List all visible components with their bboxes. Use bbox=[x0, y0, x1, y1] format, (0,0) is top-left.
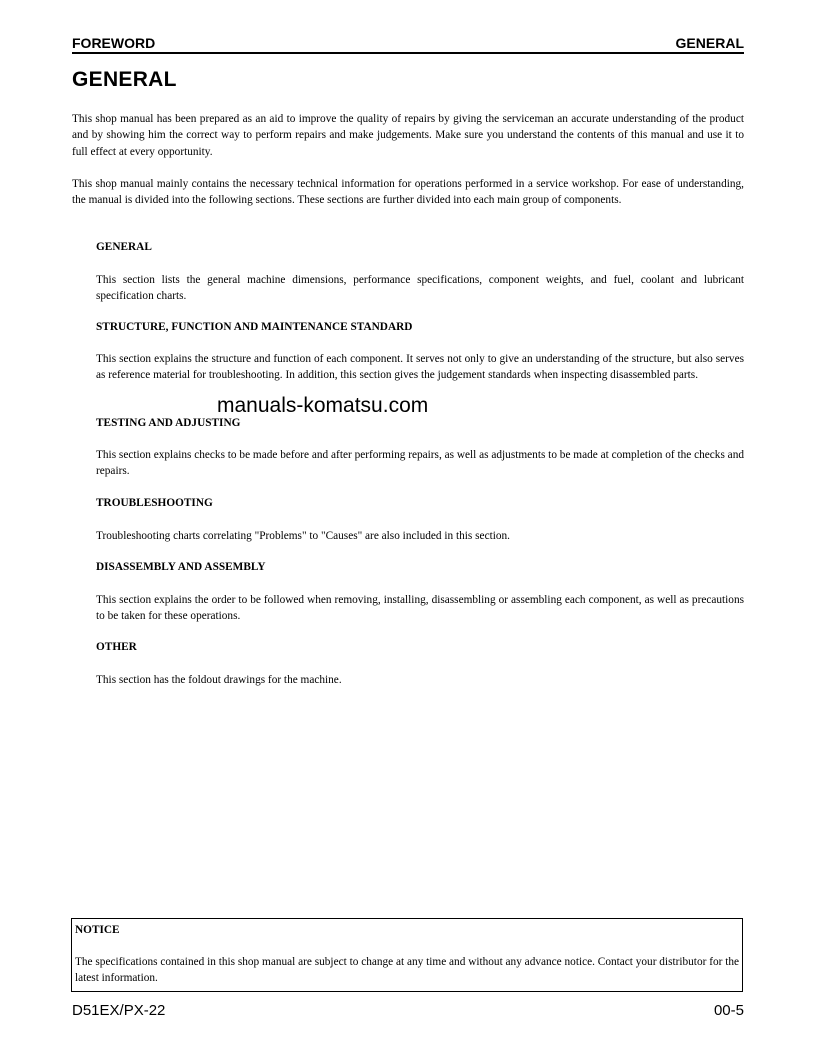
section-body-testing: This section explains checks to be made before and after performing repairs, as well as adjustments to be made at completion of the checks and repairs. bbox=[96, 449, 744, 478]
intro-paragraph-1: This shop manual has been prepared as an aid to improve the quality of repairs by giving the serviceman an accurate understanding of the product and by showing him the correct way to perform repairs and make judgements. Make sure you understand the contents of this manual and use it to full effect at every opportunity. bbox=[72, 113, 744, 158]
section-heading-disassembly: DISASSEMBLY AND ASSEMBLY bbox=[96, 561, 266, 573]
footer-model: D51EX/PX-22 bbox=[72, 1002, 166, 1019]
notice-body: The specifications contained in this shop manual are subject to change at any time and without any advance notice. Contact your distributor for the latest information. bbox=[75, 956, 739, 985]
section-heading-general: GENERAL bbox=[96, 241, 152, 253]
header-chapter: FOREWORD bbox=[72, 35, 156, 51]
section-heading-structure: STRUCTURE, FUNCTION AND MAINTENANCE STANDARD bbox=[96, 321, 413, 333]
section-body-other: This section has the foldout drawings for the machine. bbox=[96, 674, 342, 686]
notice-box bbox=[71, 918, 743, 992]
section-body-disassembly: This section explains the order to be followed when removing, installing, disassembling or assembling each component, as well as precautions to be taken for these operations. bbox=[96, 594, 744, 623]
section-body-structure: This section explains the structure and function of each component. It serves not only to give an understanding of the structure, but also serves as reference material for troubleshooting. In addition, this section gives the judgement standards when inspecting disassembled parts. bbox=[96, 353, 744, 382]
page-title: GENERAL bbox=[72, 68, 177, 91]
section-heading-testing: TESTING AND ADJUSTING bbox=[96, 417, 241, 429]
section-heading-other: OTHER bbox=[96, 641, 137, 653]
footer-page-number: 00-5 bbox=[713, 1002, 744, 1019]
section-heading-troubleshooting: TROUBLESHOOTING bbox=[96, 497, 213, 509]
section-body-troubleshooting: Troubleshooting charts correlating "Problems" to "Causes" are also included in this section. bbox=[96, 530, 510, 542]
intro-paragraph-2: This shop manual mainly contains the necessary technical information for operations performed in a service workshop. For ease of understanding, the manual is divided into the following sections. These sections are further divided into each main group of components. bbox=[72, 178, 744, 207]
section-body-general: This section lists the general machine dimensions, performance specifications, component weights, and fuel, coolant and lubricant specification charts. bbox=[96, 274, 744, 303]
notice-title: NOTICE bbox=[75, 924, 120, 936]
watermark: manuals-komatsu.com bbox=[217, 394, 429, 417]
header-section: GENERAL bbox=[675, 35, 744, 51]
running-header bbox=[72, 35, 744, 54]
